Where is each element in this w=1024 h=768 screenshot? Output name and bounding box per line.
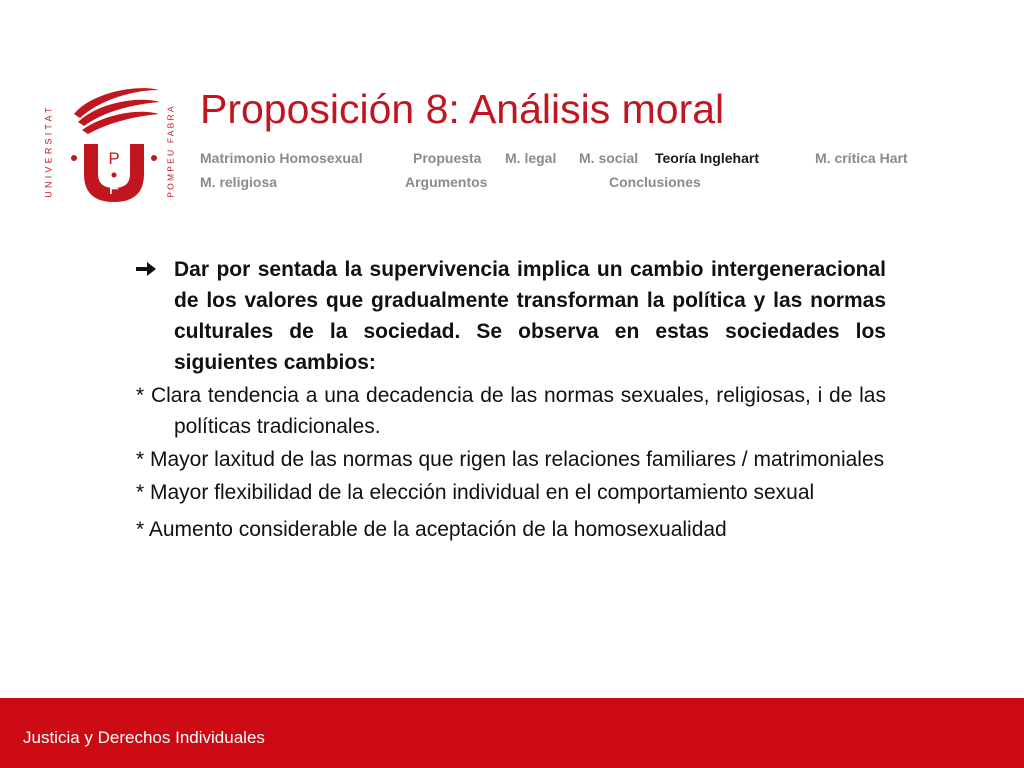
nav-link-m-critica-hart[interactable]: M. crítica Hart [815, 150, 908, 166]
university-vertical-label: UNIVERSITAT [44, 104, 54, 198]
logo-letter-p: P [108, 149, 120, 168]
logo-letter-f: F [108, 179, 120, 198]
bullet-item: * Mayor laxitud de las normas que rigen las relaciones familiares / matrimoniales [136, 448, 885, 471]
footer-bar [0, 698, 1024, 768]
footer-course-title: Justicia y Derechos Individuales [23, 728, 265, 747]
nav-link-matrimonio-homosexual[interactable]: Matrimonio Homosexual [200, 150, 363, 166]
slide-title: Proposición 8: Análisis moral [200, 86, 725, 132]
pompeu-fabra-vertical-label: POMPEU FABRA [166, 104, 177, 198]
nav-link-propuesta[interactable]: Propuesta [413, 150, 482, 166]
bullet-item: * Aumento considerable de la aceptación de la homosexualidad [136, 518, 727, 541]
nav-link-m-legal[interactable]: M. legal [505, 150, 557, 166]
bullet-item: * Mayor flexibilidad de la elección individual en el comportamiento sexual [136, 481, 815, 504]
lead-text: Dar por sentada la supervivencia implica un cambio intergeneracional de los valores que gradualmente transforman la política y las normas culturales de la sociedad. Se observa en estas sociedades los siguientes cambios: [174, 258, 886, 374]
lead-paragraph [136, 254, 886, 378]
nav-link-m-social[interactable]: M. social [579, 150, 639, 166]
nav-link-m-religiosa[interactable]: M. religiosa [200, 174, 278, 190]
nav-link-argumentos[interactable]: Argumentos [405, 174, 488, 190]
slide-body [136, 254, 886, 547]
nav-link-conclusiones[interactable]: Conclusiones [609, 174, 701, 190]
nav-link-teoria-inglehart[interactable]: Teoría Inglehart [655, 150, 759, 166]
bullet-item: * Clara tendencia a una decadencia de las normas sexuales, religiosas, i de las políticas tradicionales. [136, 384, 886, 438]
arrow-right-icon [136, 254, 174, 285]
